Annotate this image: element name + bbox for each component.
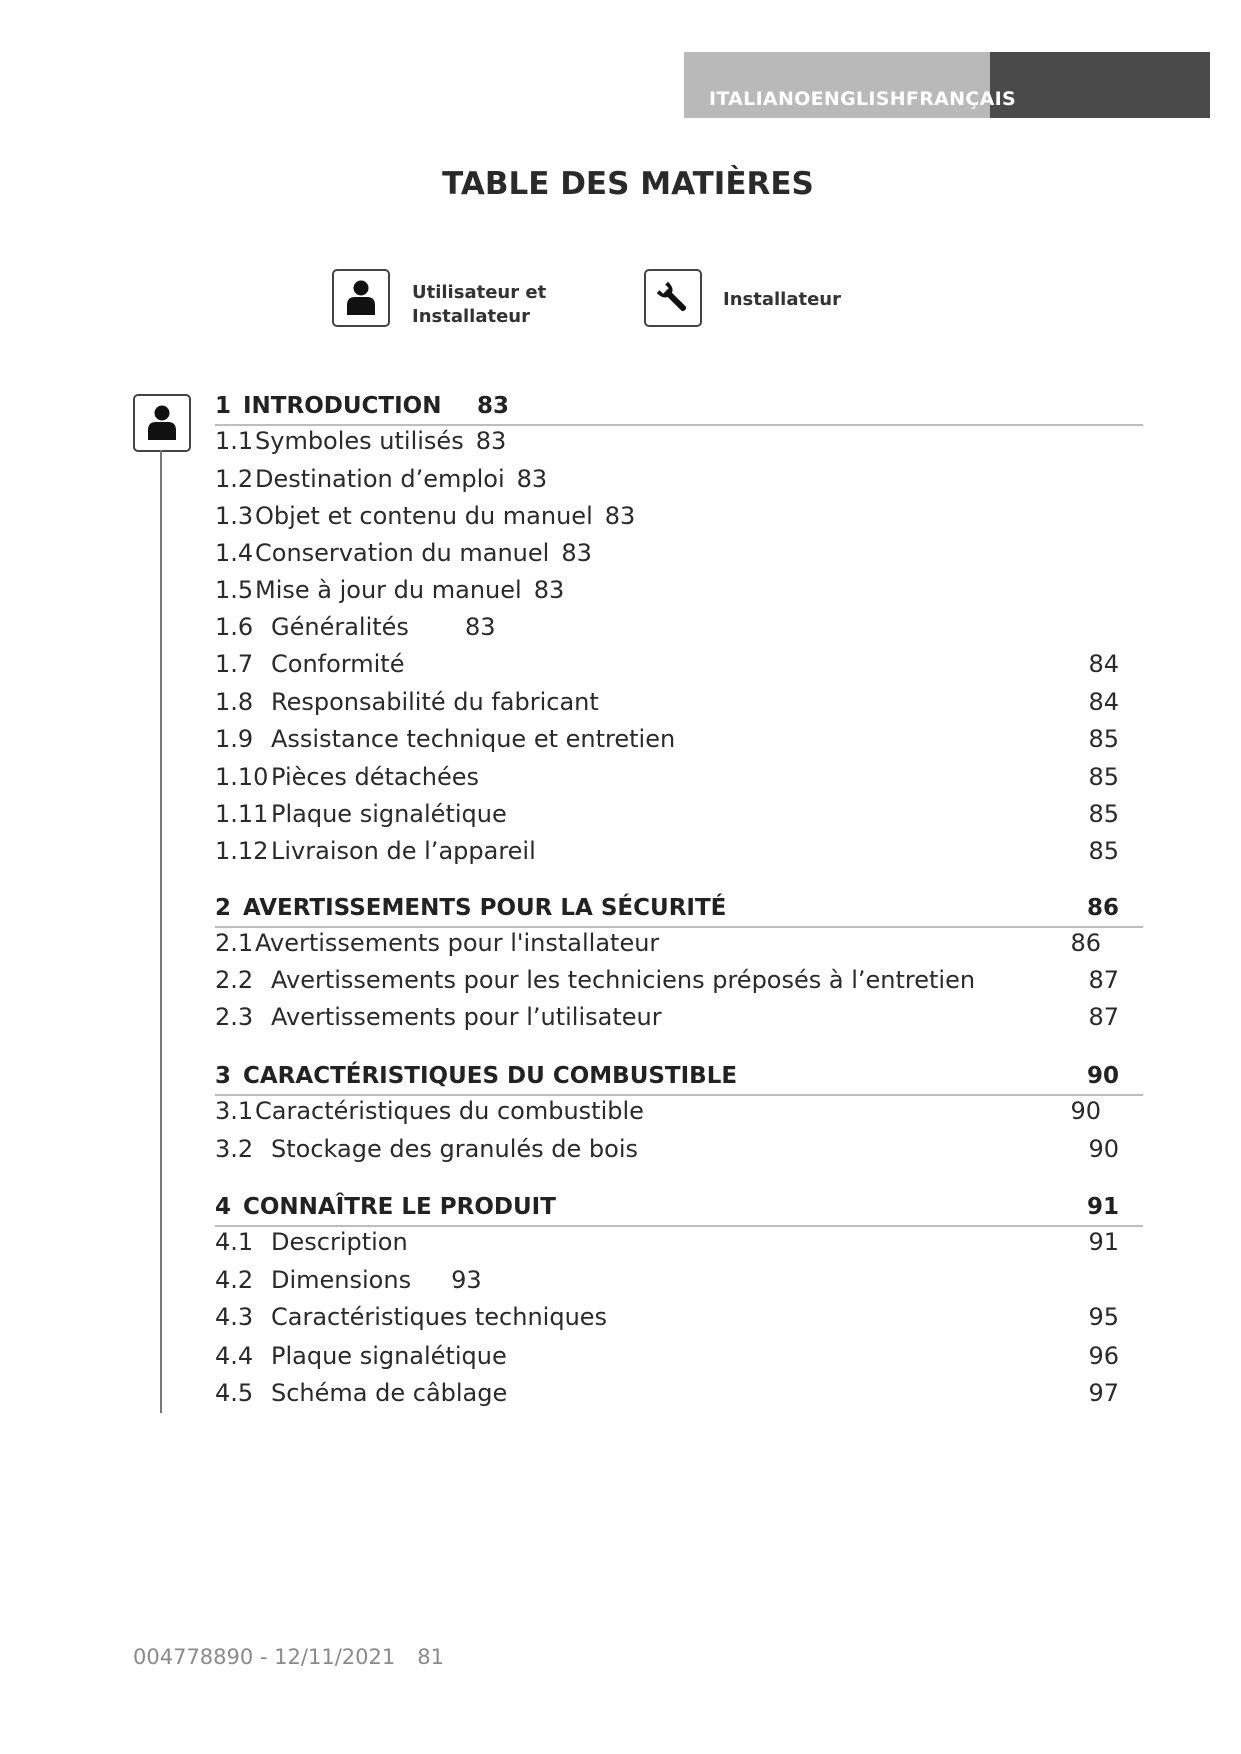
toc-item[interactable] — [215, 462, 1143, 496]
toc-item[interactable] — [215, 1132, 1143, 1166]
item-title: Assistance technique et entretien — [271, 725, 676, 753]
item-title: Avertissements pour les techniciens préposés à l’entretien — [271, 966, 976, 994]
toc-item[interactable] — [215, 685, 1143, 719]
toc-item[interactable] — [215, 1000, 1143, 1034]
item-title: Avertissements pour l’utilisateur — [271, 1003, 662, 1031]
toc-item[interactable] — [215, 722, 1143, 756]
item-number: 1.8 — [215, 688, 254, 716]
heading-number: 3 — [215, 1063, 232, 1089]
section-user-icon — [133, 394, 191, 452]
item-page: 85 — [1088, 725, 1119, 753]
heading-page: 86 — [1086, 895, 1119, 921]
toc-item[interactable] — [215, 610, 1143, 644]
item-page: 91 — [1088, 1228, 1119, 1256]
item-page: 90 — [1088, 1135, 1119, 1163]
item-title: Mise à jour du manuel — [255, 576, 522, 604]
heading-number: 4 — [215, 1194, 232, 1220]
item-number: 1.5 — [215, 576, 254, 604]
toc-item[interactable] — [215, 926, 1143, 960]
item-title: Schéma de câblage — [271, 1379, 508, 1407]
legend-user-line2: Installateur — [412, 306, 530, 327]
section-guide-line — [160, 450, 162, 1413]
item-number: 4.3 — [215, 1303, 254, 1331]
toc-heading-4[interactable] — [215, 1189, 1143, 1227]
toc-item[interactable] — [215, 536, 1143, 570]
item-title: Caractéristiques du combustible — [255, 1097, 644, 1125]
heading-title: INTRODUCTION — [243, 393, 442, 419]
toc-item[interactable] — [215, 1263, 1143, 1297]
item-title: Dimensions — [271, 1266, 412, 1294]
item-page: 96 — [1088, 1342, 1119, 1370]
toc-item[interactable] — [215, 834, 1143, 868]
item-number: 4.5 — [215, 1379, 254, 1407]
heading-title: AVERTISSEMENTS POUR LA SÉCURITÉ — [243, 895, 727, 921]
item-number: 1.10 — [215, 763, 269, 791]
item-number: 4.2 — [215, 1266, 254, 1294]
item-page: 83 — [516, 465, 548, 493]
item-title: Plaque signalétique — [271, 1342, 507, 1370]
heading-number: 2 — [215, 895, 232, 921]
item-number: 1.9 — [215, 725, 254, 753]
toc-item[interactable] — [215, 1376, 1143, 1410]
item-title: Pièces détachées — [271, 763, 480, 791]
toc-item[interactable] — [215, 760, 1143, 794]
item-page: 93 — [451, 1266, 482, 1294]
toc-item[interactable] — [215, 647, 1143, 681]
legend-installer-label: Installateur — [723, 289, 841, 310]
heading-page: 91 — [1086, 1194, 1119, 1220]
toc-item[interactable] — [215, 963, 1143, 997]
item-page: 85 — [1088, 800, 1119, 828]
item-page: 84 — [1088, 688, 1119, 716]
item-page: 87 — [1088, 1003, 1119, 1031]
item-number: 4.4 — [215, 1342, 254, 1370]
toc-heading-3[interactable] — [215, 1058, 1143, 1096]
toc-heading-1[interactable] — [215, 388, 1143, 426]
item-title: Conformité — [271, 650, 405, 678]
item-page: 97 — [1088, 1379, 1119, 1407]
heading-page: 90 — [1086, 1063, 1119, 1089]
toc-heading-2[interactable] — [215, 890, 1143, 928]
item-page: 84 — [1088, 650, 1119, 678]
heading-title: CONNAÎTRE LE PRODUIT — [243, 1194, 556, 1220]
item-page: 87 — [1088, 966, 1119, 994]
item-number: 1.6 — [215, 613, 254, 641]
item-page: 83 — [604, 502, 636, 530]
item-title: Symboles utilisés — [255, 427, 464, 455]
item-number: 1.4 — [215, 539, 254, 567]
item-page: 83 — [561, 539, 592, 567]
item-title: Caractéristiques techniques — [271, 1303, 608, 1331]
item-number: 2.1 — [215, 929, 254, 957]
item-page: 86 — [1070, 929, 1101, 957]
item-page: 85 — [1088, 837, 1119, 865]
item-number: 4.1 — [215, 1228, 254, 1256]
item-number: 1.7 — [215, 650, 254, 678]
item-title: Stockage des granulés de bois — [271, 1135, 638, 1163]
item-title: Destination d’emploi — [255, 465, 505, 493]
legend-user-line1: Utilisateur et — [412, 282, 547, 303]
toc-item[interactable] — [215, 1300, 1143, 1334]
toc-item[interactable] — [215, 797, 1143, 831]
page-number: 81 — [417, 1645, 444, 1669]
item-number: 2.3 — [215, 1003, 254, 1031]
item-page: 83 — [475, 427, 507, 455]
item-title: Conservation du manuel — [255, 539, 550, 567]
item-page: 90 — [1070, 1097, 1101, 1125]
item-number: 3.1 — [215, 1097, 254, 1125]
legend-user-label — [412, 281, 546, 329]
toc-item[interactable] — [215, 1225, 1143, 1259]
heading-title: CARACTÉRISTIQUES DU COMBUSTIBLE — [243, 1063, 738, 1089]
item-page: 83 — [464, 613, 496, 641]
item-page: 95 — [1088, 1303, 1119, 1331]
item-number: 2.2 — [215, 966, 254, 994]
item-number: 1.2 — [215, 465, 254, 493]
item-number: 1.3 — [215, 502, 254, 530]
item-title: Généralités — [271, 613, 409, 641]
language-label: ITALIANOENGLISHFRANÇAIS — [709, 88, 1016, 110]
wrench-icon — [644, 269, 702, 327]
language-tab — [684, 52, 1210, 118]
toc-item[interactable] — [215, 573, 1143, 607]
toc-item[interactable] — [215, 424, 1143, 458]
heading-page: 83 — [477, 393, 510, 419]
item-title: Responsabilité du fabricant — [271, 688, 599, 716]
toc-item[interactable] — [215, 1094, 1143, 1128]
page-title: TABLE DES MATIÈRES — [442, 166, 814, 202]
item-number: 1.11 — [215, 800, 269, 828]
person-icon — [332, 269, 390, 327]
item-title: Avertissements pour l'installateur — [255, 929, 660, 957]
item-title: Plaque signalétique — [271, 800, 507, 828]
item-page: 85 — [1088, 763, 1119, 791]
item-page: 83 — [533, 576, 565, 604]
heading-number: 1 — [215, 393, 232, 419]
item-title: Livraison de l’appareil — [271, 837, 536, 865]
item-title: Objet et contenu du manuel — [255, 502, 593, 530]
page-footer — [133, 1645, 444, 1669]
toc-item[interactable] — [215, 499, 1143, 533]
toc-item[interactable] — [215, 1339, 1143, 1373]
item-number: 3.2 — [215, 1135, 254, 1163]
document-code: 004778890 - 12/11/2021 — [133, 1645, 396, 1669]
item-number: 1.12 — [215, 837, 269, 865]
item-number: 1.1 — [215, 427, 254, 455]
item-title: Description — [271, 1228, 408, 1256]
